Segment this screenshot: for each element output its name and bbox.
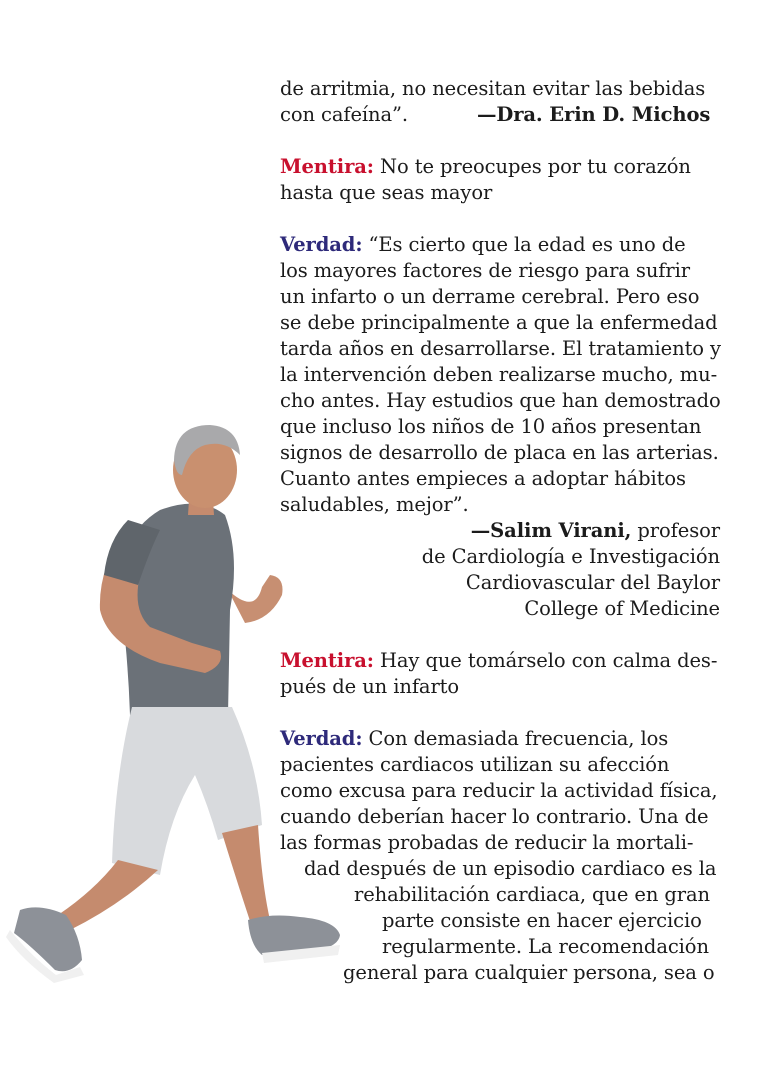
attribution-line: Cardiovascular del Baylor xyxy=(465,571,720,594)
mentira-label: Mentira: xyxy=(280,155,374,178)
truth-text: rehabilitación cardiaca, que en gran xyxy=(354,883,710,906)
truth-text: como excusa para reducir la actividad física, xyxy=(280,779,718,802)
myth-heading xyxy=(280,154,691,180)
truth-text: dad después de un episodio cardiaco es la xyxy=(304,857,717,880)
truth-text: general para cualquier persona, sea o xyxy=(343,961,715,984)
truth-text: un infarto o un derrame cerebral. Pero eso xyxy=(280,285,700,308)
truth-text: Con demasiada frecuencia, los xyxy=(362,727,669,750)
truth-text: signos de desarrollo de placa en las arterias. xyxy=(280,441,719,464)
myth-text: pués de un infarto xyxy=(280,675,460,698)
myth-text: hasta que seas mayor xyxy=(280,181,493,204)
quote-attribution: —Dra. Erin D. Michos xyxy=(477,103,711,126)
truth-text: “Es cierto que la edad es uno de xyxy=(362,233,686,256)
verdad-label: Verdad: xyxy=(280,233,363,256)
truth-text: pacientes cardiacos utilizan su afección xyxy=(280,753,670,776)
attribution-line: —Salim Virani, profesor xyxy=(470,519,720,542)
mentira-label: Mentira: xyxy=(280,649,374,672)
attribution-line: de Cardiología e Investigación xyxy=(421,545,720,568)
truth-paragraph-first-line xyxy=(280,232,686,258)
truth-text: saludables, mejor”. xyxy=(280,493,469,516)
truth-text: las formas probadas de reducir la mortali- xyxy=(280,831,694,854)
leg-left xyxy=(58,860,158,930)
truth-text: tarda años en desarrollarse. El tratamiento y xyxy=(280,337,721,360)
verdad-label: Verdad: xyxy=(280,727,363,750)
leg-right xyxy=(222,825,270,927)
arm-right xyxy=(228,575,283,623)
truth-text: cho antes. Hay estudios que han demostrado xyxy=(280,389,721,412)
truth-text: los mayores factores de riesgo para sufrir xyxy=(280,259,690,282)
myth-text: Hay que tomárselo con calma des- xyxy=(373,649,718,672)
truth-text: regularmente. La recomendación xyxy=(382,935,709,958)
jogging-man-photo xyxy=(0,415,350,995)
truth-text: cuando deberían hacer lo contrario. Una de xyxy=(280,805,709,828)
truth-text: se debe principalmente a que la enfermedad xyxy=(280,311,718,334)
truth-text: la intervención deben realizarse mucho, mu- xyxy=(280,363,718,386)
body-text-line: con cafeína”. xyxy=(280,103,409,126)
attribution-line: College of Medicine xyxy=(524,597,720,620)
truth-text: parte consiste en hacer ejercicio xyxy=(382,909,702,932)
myth-text: No te preocupes por tu corazón xyxy=(373,155,691,178)
attribution-name: —Salim Virani, xyxy=(470,519,632,542)
truth-text: Cuanto antes empieces a adoptar hábitos xyxy=(280,467,686,490)
truth-text: que incluso los niños de 10 años presentan xyxy=(280,415,702,438)
body-text-line: de arritmia, no necesitan evitar las bebidas xyxy=(280,77,706,100)
